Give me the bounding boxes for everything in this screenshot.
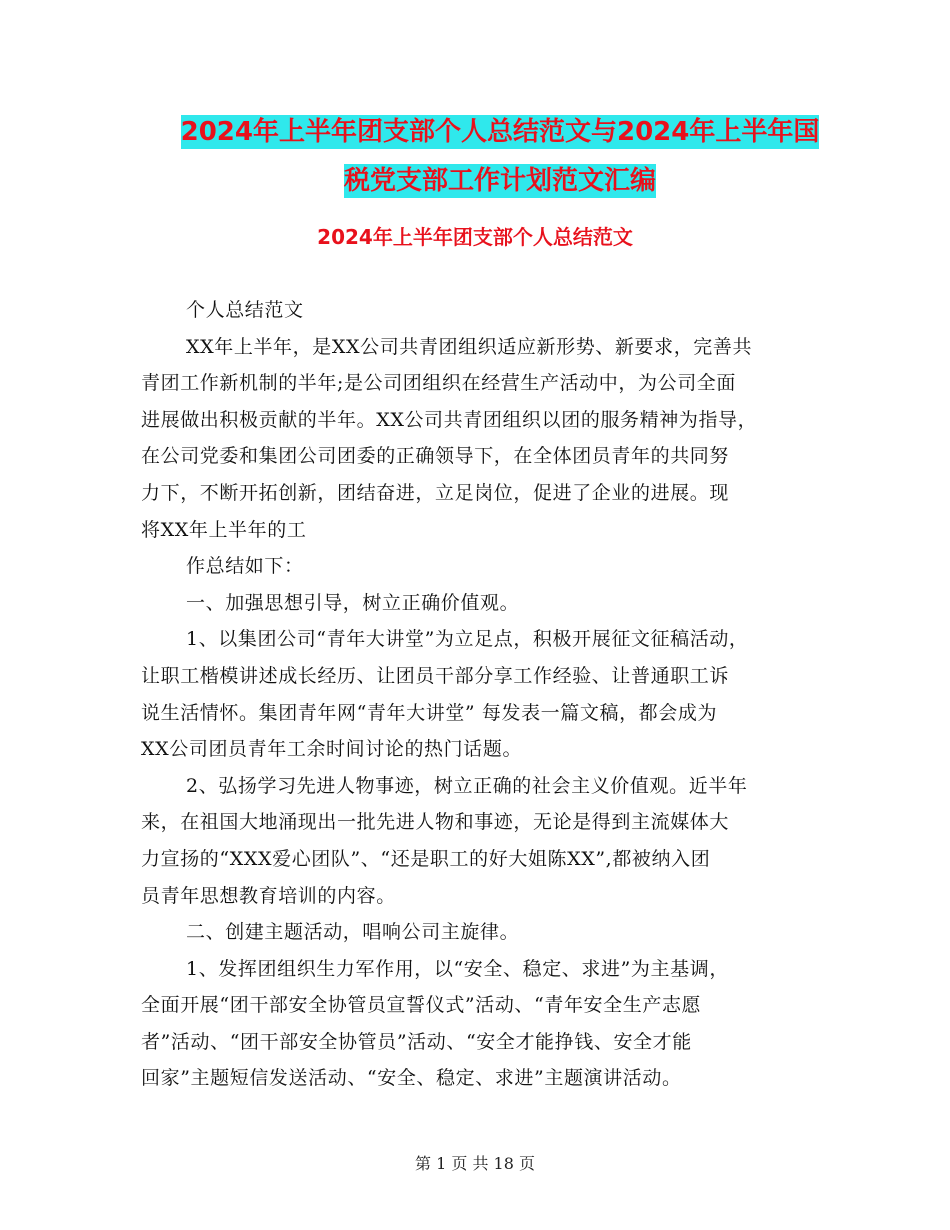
body-line: 来，在祖国大地涌现出一批先进人物和事迹，无论是得到主流媒体大 — [141, 811, 730, 834]
document-body — [141, 292, 811, 1097]
body-line: 让职工楷模讲述成长经历、让团员干部分享工作经验、让普通职工诉 — [141, 664, 730, 687]
body-line: 回家”主题短信发送活动、“安全、稳定、求进”主题演讲活动。 — [141, 1067, 682, 1090]
body-line: 青团工作新机制的半年;是公司团组织在经营生产活动中，为公司全面 — [141, 372, 737, 395]
body-line: 将XX年上半年的工 — [141, 518, 307, 541]
body-line: 一、加强思想引导，树立正确价值观。 — [186, 591, 520, 614]
body-line: XX公司团员青年工余时间讨论的热门话题。 — [141, 738, 523, 761]
body-line: 2、弘扬学习先进人物事迹，树立正确的社会主义价值观。近半年 — [186, 774, 748, 797]
body-line: XX年上半年，是XX公司共青团组织适应新形势、新要求，完善共 — [186, 335, 753, 358]
body-line: 个人总结范文 — [186, 299, 304, 321]
document-title-line-1: 2024年上半年团支部个人总结范文与2024年上半年国 — [180, 117, 820, 147]
section-title: 2024年上半年团支部个人总结范文 — [317, 225, 633, 249]
body-line: 在公司党委和集团公司团委的正确领导下，在全体团员青年的共同努 — [141, 445, 730, 468]
body-line: 1、以集团公司“青年大讲堂”为立足点，积极开展征文征稿活动， — [186, 628, 749, 651]
document-title-line-2: 税党支部工作计划范文汇编 — [343, 166, 656, 196]
body-line: 员青年思想教育培训的内容。 — [141, 884, 396, 907]
body-line: 说生活情怀。集团青年网“青年大讲堂” 每发表一篇文稿，都会成为 — [141, 701, 718, 724]
body-line: 1、发挥团组织生力军作用，以“安全、稳定、求进”为主基调， — [186, 957, 729, 980]
body-line: 进展做出积极贡献的半年。XX公司共青团组织以团的服务精神为指导， — [141, 408, 758, 431]
body-line: 者”活动、“团干部安全协管员”活动、“安全才能挣钱、安全才能 — [141, 1030, 692, 1053]
body-line: 作总结如下： — [186, 555, 304, 578]
body-line: 全面开展“团干部安全协管员宣誓仪式”活动、“青年安全生产志愿 — [141, 994, 702, 1017]
body-line: 二、创建主题活动，唱响公司主旋律。 — [186, 921, 520, 944]
page-number-footer: 第 1 页 共 18 页 — [415, 1154, 535, 1173]
document-title — [170, 108, 830, 206]
body-line: 力宣扬的“XXX爱心团队”、“还是职工的好大姐陈XX”,都被纳入团 — [141, 847, 711, 870]
body-line: 力下，不断开拓创新，团结奋进，立足岗位，促进了企业的进展。现 — [141, 481, 730, 504]
